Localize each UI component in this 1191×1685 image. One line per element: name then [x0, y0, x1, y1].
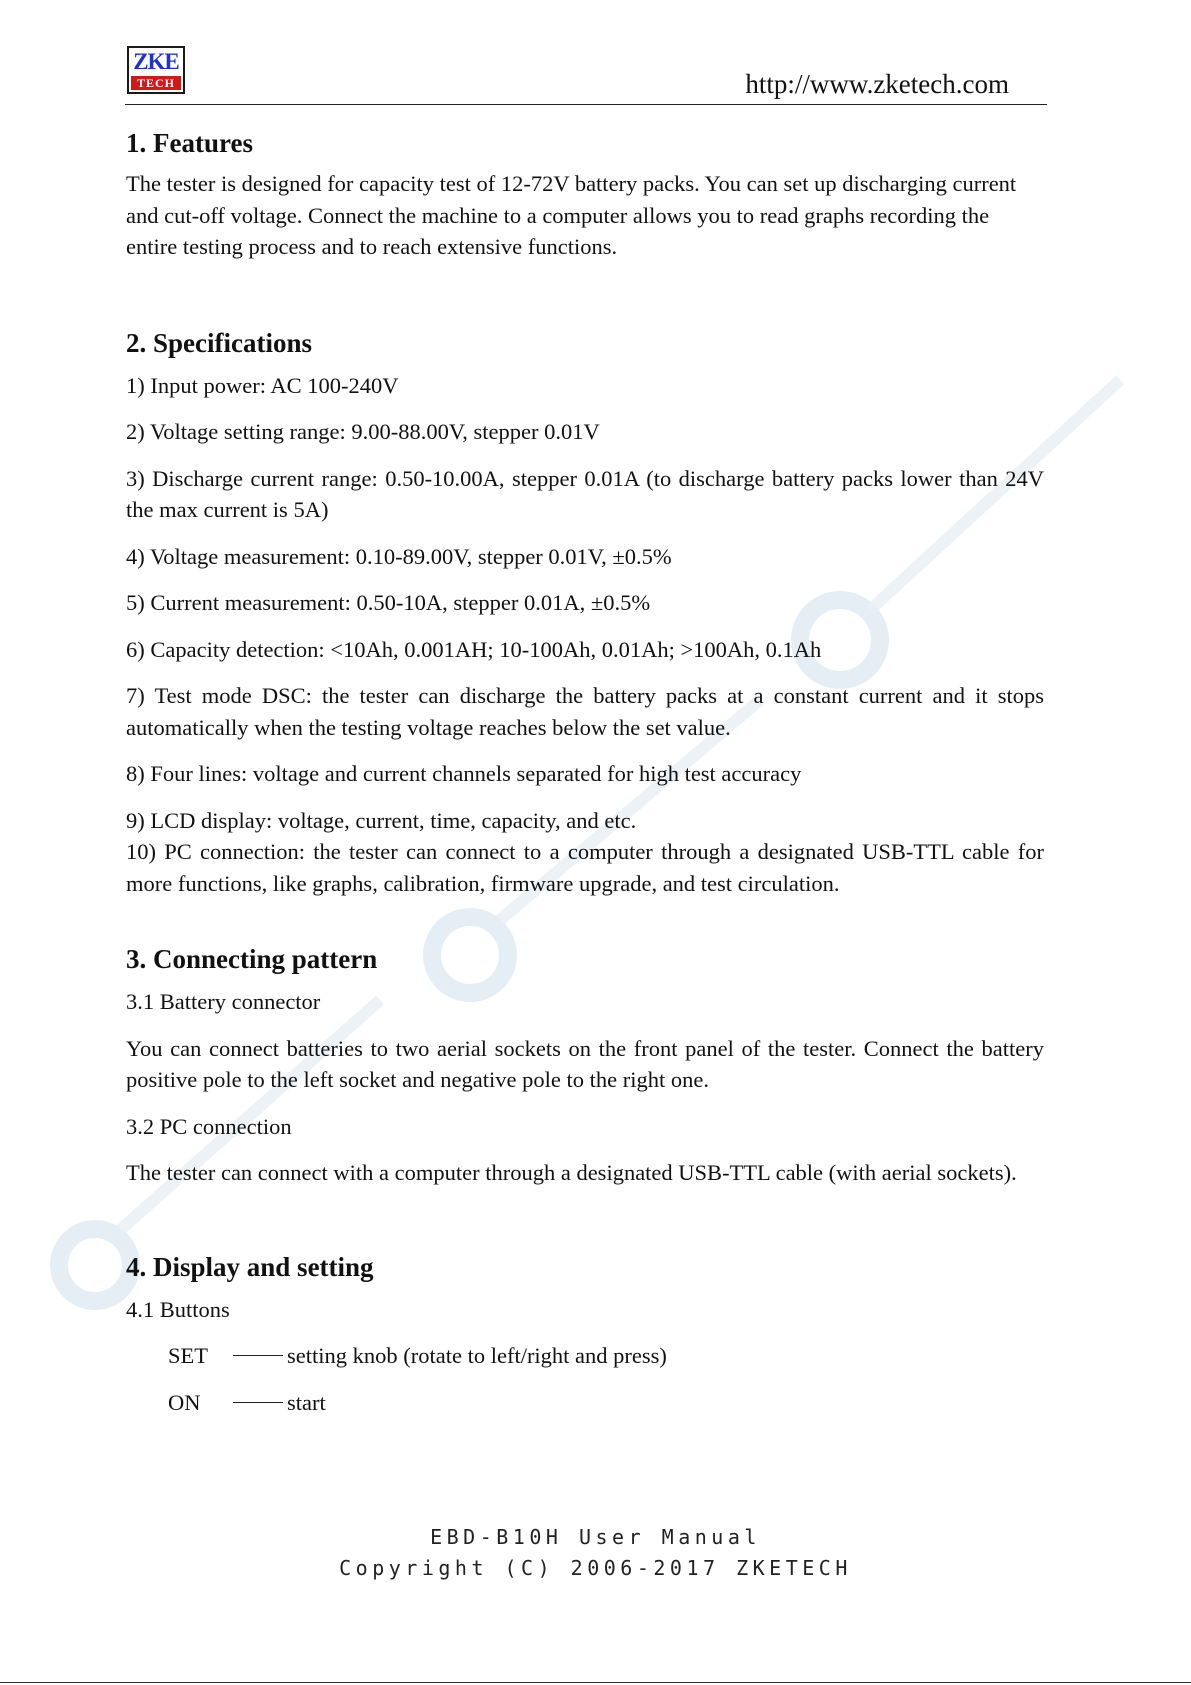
spec-item: 7) Test mode DSC: the tester can discharge the battery packs at a constant current and it stops automatically when the testing voltage reaches below the set value.	[126, 683, 1044, 740]
section-title-specifications: 2. Specifications	[126, 327, 312, 358]
subsection-title-battery-connector: 3.1 Battery connector	[126, 989, 321, 1014]
section-title-connecting: 3. Connecting pattern	[126, 944, 378, 974]
spec-item: 8) Four lines: voltage and current channels separated for high test accuracy	[126, 761, 802, 786]
pc-connection-paragraph: The tester can connect with a computer through a designated USB-TTL cable (with aerial sockets).	[126, 1160, 1017, 1185]
dash-separator	[233, 1402, 283, 1403]
button-key-label: SET	[168, 1343, 209, 1368]
spec-item: 10) PC connection: the tester can connect to a computer through a designated USB-TTL cable for more functions, like graphs, calibration, firmware upgrade, and test circulation.	[126, 839, 1044, 896]
section-title-features: 1. Features	[126, 128, 253, 158]
watermark-gear-icon	[59, 1229, 131, 1301]
section-title-display: 4. Display and setting	[126, 1251, 374, 1282]
subsection-title-buttons: 4.1 Buttons	[126, 1296, 230, 1322]
battery-connector-paragraph: You can connect batteries to two aerial sockets on the front panel of the tester. Connect the battery positive pole to the left socket and negative pole to the right one.	[126, 1035, 1044, 1092]
spec-item: 2) Voltage setting range: 9.00-88.00V, stepper 0.01V	[126, 419, 600, 444]
subsection-title-pc-connection: 3.2 PC connection	[126, 1113, 292, 1139]
logo-top-text: ZKE	[131, 50, 181, 74]
zketech-logo	[127, 46, 185, 94]
page-bottom-divider	[0, 1682, 1191, 1683]
page-footer	[0, 1522, 1191, 1584]
spec-item: 5) Current measurement: 0.50-10A, stepper 0.01A, ±0.5%	[126, 590, 651, 615]
button-row-on	[126, 1387, 1044, 1419]
button-key-label: ON	[168, 1390, 201, 1415]
document-body	[126, 126, 1044, 1419]
features-paragraph: The tester is designed for capacity test of 12-72V battery packs. You can set up discharging current and cut-off voltage. Connect the machine to a computer allows you to read graphs recording the entire testing process and to reach extensive functions.	[126, 171, 1017, 259]
spec-item: 1) Input power: AC 100-240V	[126, 372, 399, 398]
button-row-set	[126, 1340, 1044, 1372]
spec-item: 6) Capacity detection: <10Ah, 0.001AH; 10-100Ah, 0.01Ah; >100Ah, 0.1Ah	[126, 636, 822, 662]
spec-item: 9) LCD display: voltage, current, time, capacity, and etc.	[126, 807, 637, 833]
dash-separator	[233, 1355, 283, 1356]
button-description: setting knob (rotate to left/right and press)	[287, 1343, 667, 1368]
header-url-link[interactable]: http://www.zketech.com	[745, 69, 1009, 99]
footer-copyright: Copyright (C) 2006-2017 ZKETECH	[339, 1556, 852, 1580]
spec-item: 4) Voltage measurement: 0.10-89.00V, stepper 0.01V, ±0.5%	[126, 543, 672, 569]
logo-bottom-text: TECH	[131, 76, 181, 90]
page-header	[125, 44, 1047, 105]
footer-manual-title: EBD-B10H User Manual	[430, 1525, 761, 1549]
button-description: start	[287, 1390, 326, 1415]
spec-item: 3) Discharge current range: 0.50-10.00A, stepper 0.01A (to discharge battery packs lower than 24V the max current is 5A)	[126, 465, 1044, 522]
